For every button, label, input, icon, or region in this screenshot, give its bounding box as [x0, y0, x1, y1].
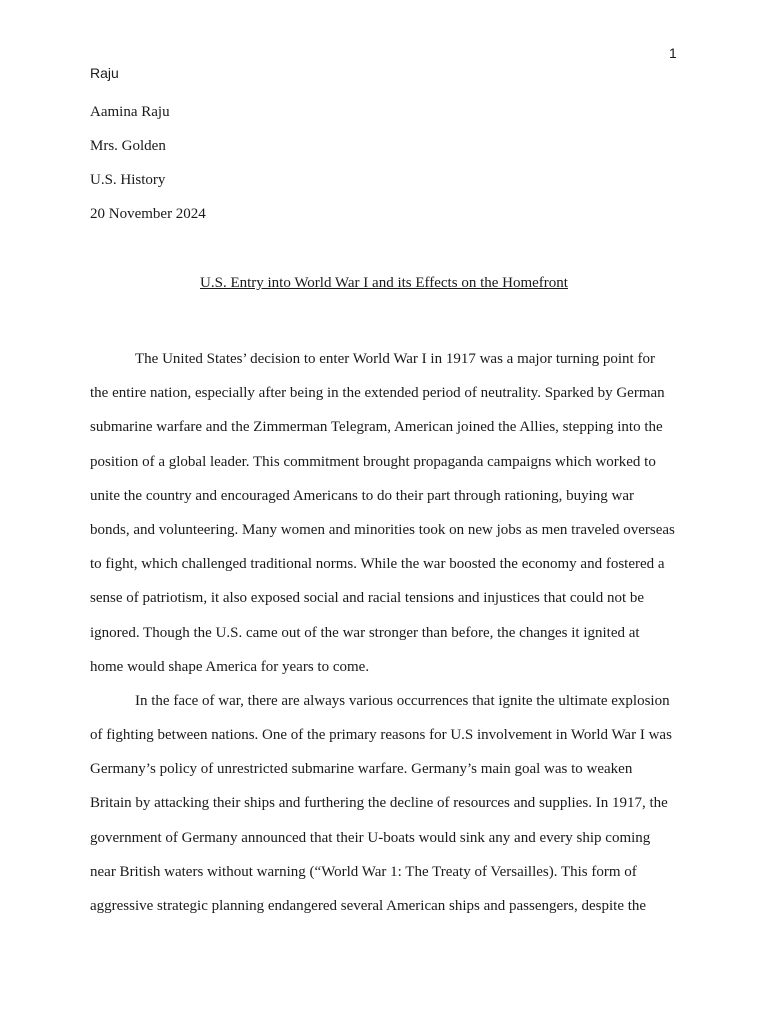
essay-date: 20 November 2024	[90, 206, 206, 222]
paragraph-line: of fighting between nations. One of the primary reasons for U.S involvement in World War I was	[90, 727, 672, 744]
paragraph-line: Germany’s policy of unrestricted submarine warfare. Germany’s main goal was to weaken	[90, 761, 633, 778]
author-name: Aamina Raju	[90, 104, 170, 120]
running-head: Raju	[90, 65, 119, 81]
paragraph-line: near British waters without warning (“World War 1: The Treaty of Versailles). This form of	[90, 863, 637, 880]
paragraph-line: home would shape America for years to come.	[90, 658, 370, 675]
essay-body	[90, 342, 682, 923]
paragraph-line: In the face of war, there are always various occurrences that ignite the ultimate explosion	[135, 692, 670, 709]
mla-heading	[90, 102, 206, 238]
paragraph-line: aggressive strategic planning endangered several American ships and passengers, despite the	[90, 898, 647, 914]
teacher-name: Mrs. Golden	[90, 138, 166, 154]
course-name: U.S. History	[90, 172, 166, 188]
essay-title: U.S. Entry into World War I and its Effects on the Homefront	[200, 275, 568, 291]
paragraph-line: bonds, and volunteering. Many women and minorities took on new jobs as men traveled overseas	[90, 521, 675, 538]
paragraph-line: submarine warfare and the Zimmerman Telegram, American joined the Allies, stepping into the	[90, 419, 663, 436]
paragraph-line: ignored. Though the U.S. came out of the war stronger than before, the changes it ignited at	[90, 624, 640, 641]
paragraph-line: The United States’ decision to enter World War I in 1917 was a major turning point for	[135, 351, 655, 367]
paragraph-1	[90, 342, 682, 684]
paragraph-line: position of a global leader. This commitment brought propaganda campaigns which worked to	[90, 453, 656, 470]
paragraph-line: to fight, which challenged traditional norms. While the war boosted the economy and fostered a	[90, 556, 665, 573]
page-number: 1	[669, 45, 677, 61]
paragraph-line: unite the country and encouraged Americans to do their part through rationing, buying war	[90, 487, 635, 504]
paragraph-line: government of Germany announced that their U-boats would sink any and every ship coming	[90, 829, 651, 846]
paragraph-2	[90, 684, 682, 923]
paragraph-line: Britain by attacking their ships and furthering the decline of resources and supplies. In 1917, the	[90, 795, 668, 812]
paragraph-line: the entire nation, especially after being in the extended period of neutrality. Sparked by German	[90, 385, 665, 402]
paragraph-line: sense of patriotism, it also exposed social and racial tensions and injustices that could not be	[90, 590, 645, 607]
